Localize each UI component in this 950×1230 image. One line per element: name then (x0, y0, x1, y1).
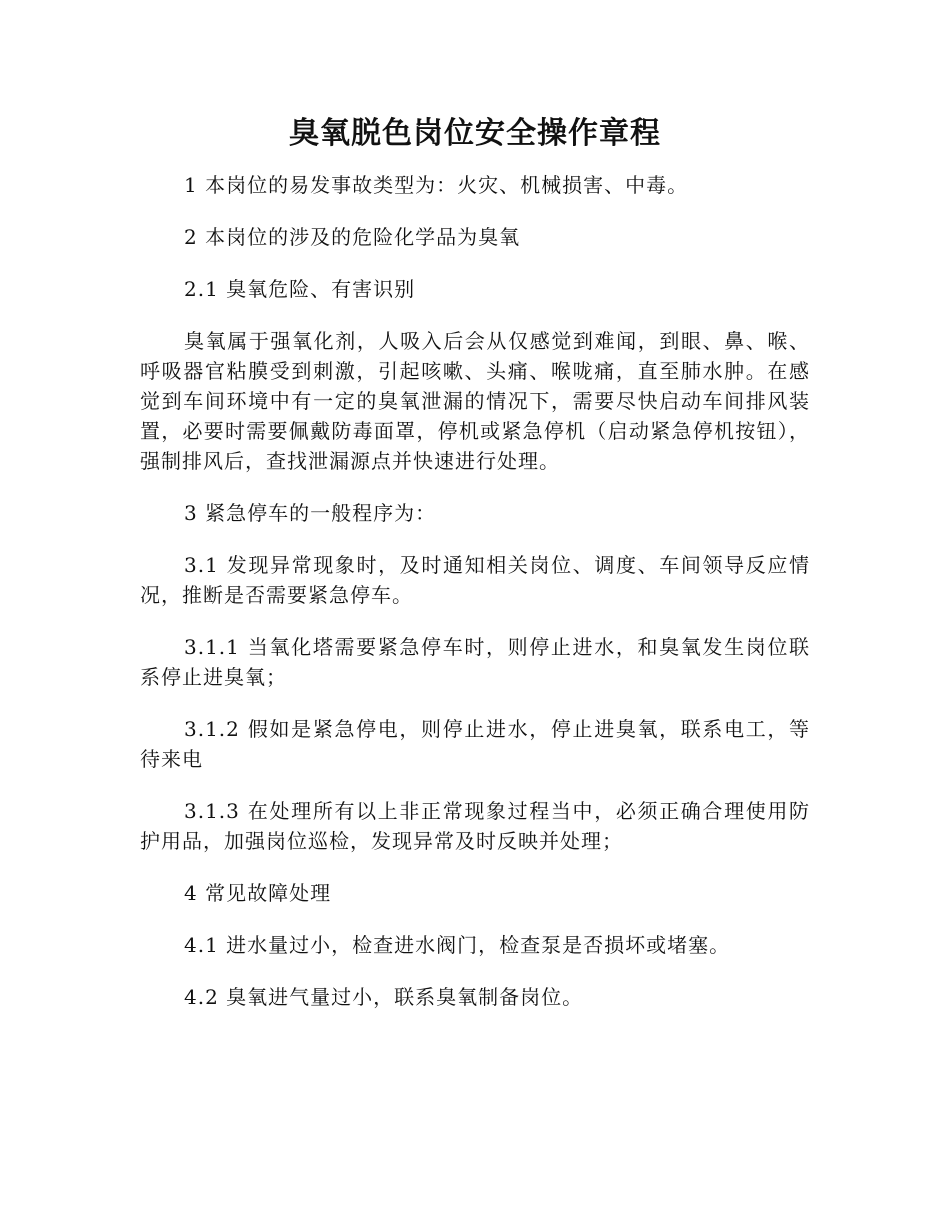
paragraph-ozone-hazard-description: 臭氧属于强氧化剂，人吸入后会从仅感觉到难闻，到眼、鼻、喉、呼吸器官粘膜受到刺激，引起咳嗽、头痛、喉咙痛，直至肺水肿。在感觉到车间环境中有一定的臭氧泄漏的情况下，需要尽快启动车间排风装置，必要时需要佩戴防毒面罩，停机或紧急停机（启动紧急停机按钮），强制排风后，查找泄漏源点并快速进行处理。 (140, 329, 810, 473)
paragraph-emergency-stop-3-1: 3.1 发现异常现象时，及时通知相关岗位、调度、车间领导反应情况，推断是否需要紧急停车。 (140, 553, 810, 607)
paragraph-hazardous-chemicals: 2 本岗位的涉及的危险化学品为臭氧 (184, 225, 521, 249)
paragraph-accident-types: 1 本岗位的易发事故类型为：火灾、机械损害、中毒。 (184, 173, 689, 197)
paragraph-emergency-stop-3-1-3: 3.1.3 在处理所有以上非正常现象过程当中，必须正确合理使用防护用品，加强岗位巡检，发现异常及时反映并处理； (140, 799, 810, 853)
document-body (140, 170, 810, 1034)
paragraph-fault-4-1: 4.1 进水量过小，检查进水阀门，检查泵是否损坏或堵塞。 (184, 933, 731, 957)
paragraph-fault-handling-heading: 4 常见故障处理 (184, 881, 332, 905)
paragraph-emergency-stop-heading: 3 紧急停车的一般程序为： (184, 501, 437, 525)
paragraph-fault-4-2: 4.2 臭氧进气量过小，联系臭氧制备岗位。 (184, 985, 584, 1009)
document-title: 臭氧脱色岗位安全操作章程 (289, 116, 661, 151)
paragraph-emergency-stop-3-1-2: 3.1.2 假如是紧急停电，则停止进水，停止进臭氧，联系电工，等待来电 (140, 717, 810, 771)
paragraph-emergency-stop-3-1-1: 3.1.1 当氧化塔需要紧急停车时，则停止进水，和臭氧发生岗位联系停止进臭氧； (140, 635, 810, 689)
paragraph-hazard-identification-heading: 2.1 臭氧危险、有害识别 (184, 277, 416, 301)
